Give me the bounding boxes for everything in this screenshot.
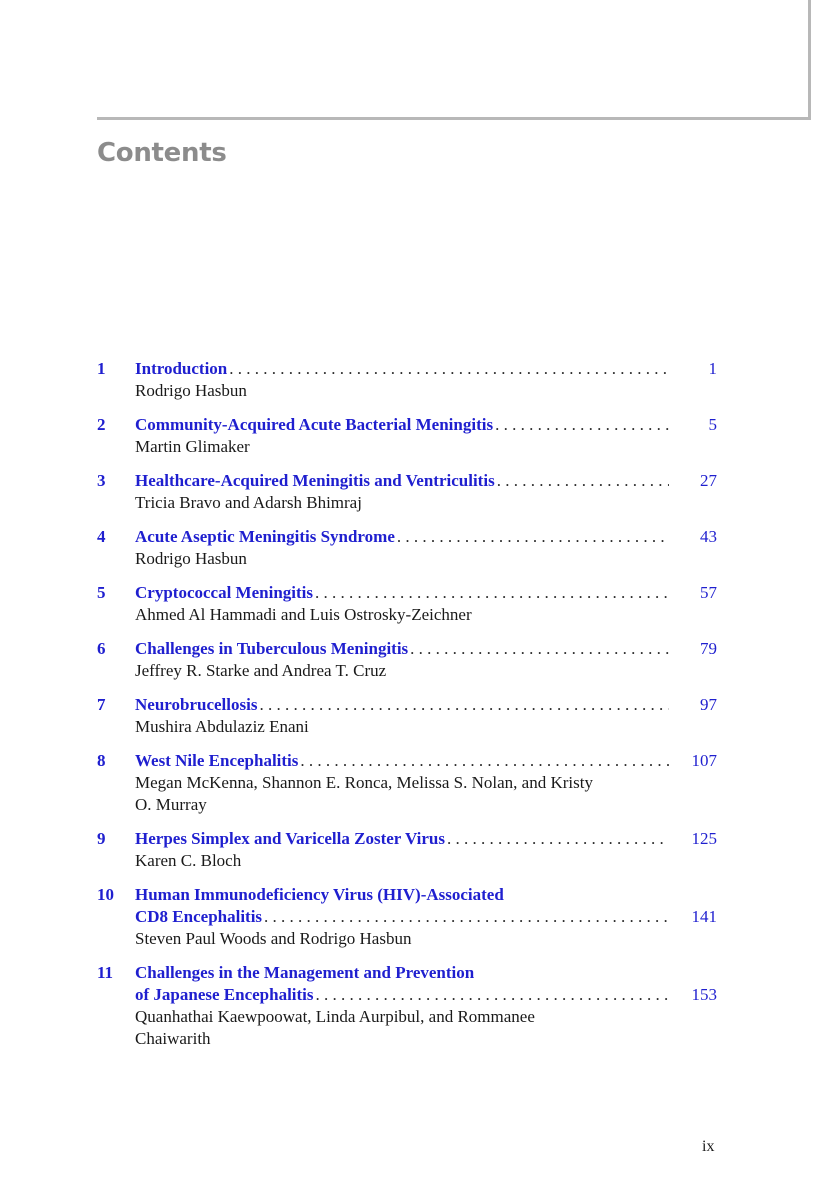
chapter-title-link[interactable]: Challenges in the Management and Prevention (135, 963, 475, 982)
chapter-number: 3 (97, 471, 106, 490)
chapter-authors: Karen C. Bloch (135, 851, 242, 870)
chapter-number: 5 (97, 583, 106, 602)
chapter-title-link[interactable]: Herpes Simplex and Varicella Zoster Virus (135, 829, 445, 848)
toc-entry-1 (97, 358, 717, 402)
chapter-number: 9 (97, 829, 106, 848)
chapter-title-link[interactable]: Challenges in Tuberculous Meningitis (135, 639, 409, 658)
chapter-title-link[interactable]: West Nile Encephalitis (135, 751, 299, 770)
chapter-title-link[interactable]: Cryptococcal Meningitis (135, 583, 313, 602)
chapter-number: 10 (97, 885, 114, 904)
chapter-number: 11 (97, 963, 114, 982)
chapter-page-link[interactable]: 1 (708, 359, 717, 378)
chapter-authors-continued: Chaiwarith (135, 1029, 211, 1048)
chapter-page-link[interactable]: 43 (700, 527, 717, 546)
toc-entry-9 (97, 828, 717, 872)
header-rule (97, 117, 811, 120)
toc-entry-5 (97, 582, 717, 626)
dot-leader (315, 582, 669, 604)
toc-entry-2 (97, 414, 717, 458)
page-title: Contents (97, 138, 227, 168)
toc-entry-8 (97, 750, 717, 816)
dot-leader (410, 638, 669, 660)
chapter-number: 8 (97, 751, 106, 770)
toc-entry-4 (97, 526, 717, 570)
dot-leader (397, 526, 669, 548)
chapter-authors: Ahmed Al Hammadi and Luis Ostrosky-Zeichner (135, 605, 472, 624)
toc-entry-3 (97, 470, 717, 514)
chapter-page-link[interactable]: 125 (691, 829, 717, 848)
chapter-title-link-continued[interactable]: of Japanese Encephalitis (135, 985, 314, 1004)
chapter-authors: Rodrigo Hasbun (135, 549, 247, 568)
chapter-page-link[interactable]: 5 (708, 415, 717, 434)
dot-leader (264, 906, 669, 928)
chapter-authors: Martin Glimaker (135, 437, 250, 456)
chapter-authors: Mushira Abdulaziz Enani (135, 717, 309, 736)
chapter-authors: Quanhathai Kaewpoowat, Linda Aurpibul, and Rommanee (135, 1007, 535, 1026)
page-number: ix (702, 1138, 715, 1155)
chapter-number: 6 (97, 639, 106, 658)
top-right-rule-vertical (808, 0, 811, 120)
chapter-title-link[interactable]: Neurobrucellosis (135, 695, 258, 714)
chapter-title-link[interactable]: Human Immunodeficiency Virus (HIV)-Associated (135, 885, 504, 904)
chapter-number: 2 (97, 415, 106, 434)
toc-entry-6 (97, 638, 717, 682)
chapter-title-link[interactable]: Community-Acquired Acute Bacterial Meningitis (135, 415, 494, 434)
chapter-page-link[interactable]: 153 (691, 985, 717, 1004)
chapter-number: 4 (97, 527, 106, 546)
chapter-page-link[interactable]: 27 (700, 471, 717, 490)
dot-leader (495, 414, 669, 436)
chapter-title-link[interactable]: Acute Aseptic Meningitis Syndrome (135, 527, 395, 546)
chapter-authors: Jeffrey R. Starke and Andrea T. Cruz (135, 661, 387, 680)
chapter-page-link[interactable]: 97 (700, 695, 717, 714)
dot-leader (316, 984, 669, 1006)
chapter-title-link[interactable]: Healthcare-Acquired Meningitis and Ventriculitis (135, 471, 495, 490)
chapter-page-link[interactable]: 107 (691, 751, 717, 770)
chapter-authors: Megan McKenna, Shannon E. Ronca, Melissa S. Nolan, and Kristy (135, 773, 593, 792)
dot-leader (447, 828, 669, 850)
toc-entry-10 (97, 884, 717, 950)
toc-entry-7 (97, 694, 717, 738)
chapter-authors-continued: O. Murray (135, 795, 207, 814)
chapter-authors: Rodrigo Hasbun (135, 381, 247, 400)
table-of-contents (97, 358, 717, 1050)
dot-leader (259, 694, 669, 716)
chapter-page-link[interactable]: 57 (700, 583, 717, 602)
dot-leader (229, 358, 669, 380)
dot-leader (497, 470, 669, 492)
chapter-authors: Tricia Bravo and Adarsh Bhimraj (135, 493, 362, 512)
chapter-title-link-continued[interactable]: CD8 Encephalitis (135, 907, 263, 926)
toc-entry-11 (97, 962, 717, 1050)
chapter-title-link[interactable]: Introduction (135, 359, 228, 378)
chapter-number: 1 (97, 359, 106, 378)
chapter-number: 7 (97, 695, 106, 714)
dot-leader (300, 750, 669, 772)
chapter-page-link[interactable]: 79 (700, 639, 717, 658)
chapter-authors: Steven Paul Woods and Rodrigo Hasbun (135, 929, 412, 948)
chapter-page-link[interactable]: 141 (691, 907, 717, 926)
